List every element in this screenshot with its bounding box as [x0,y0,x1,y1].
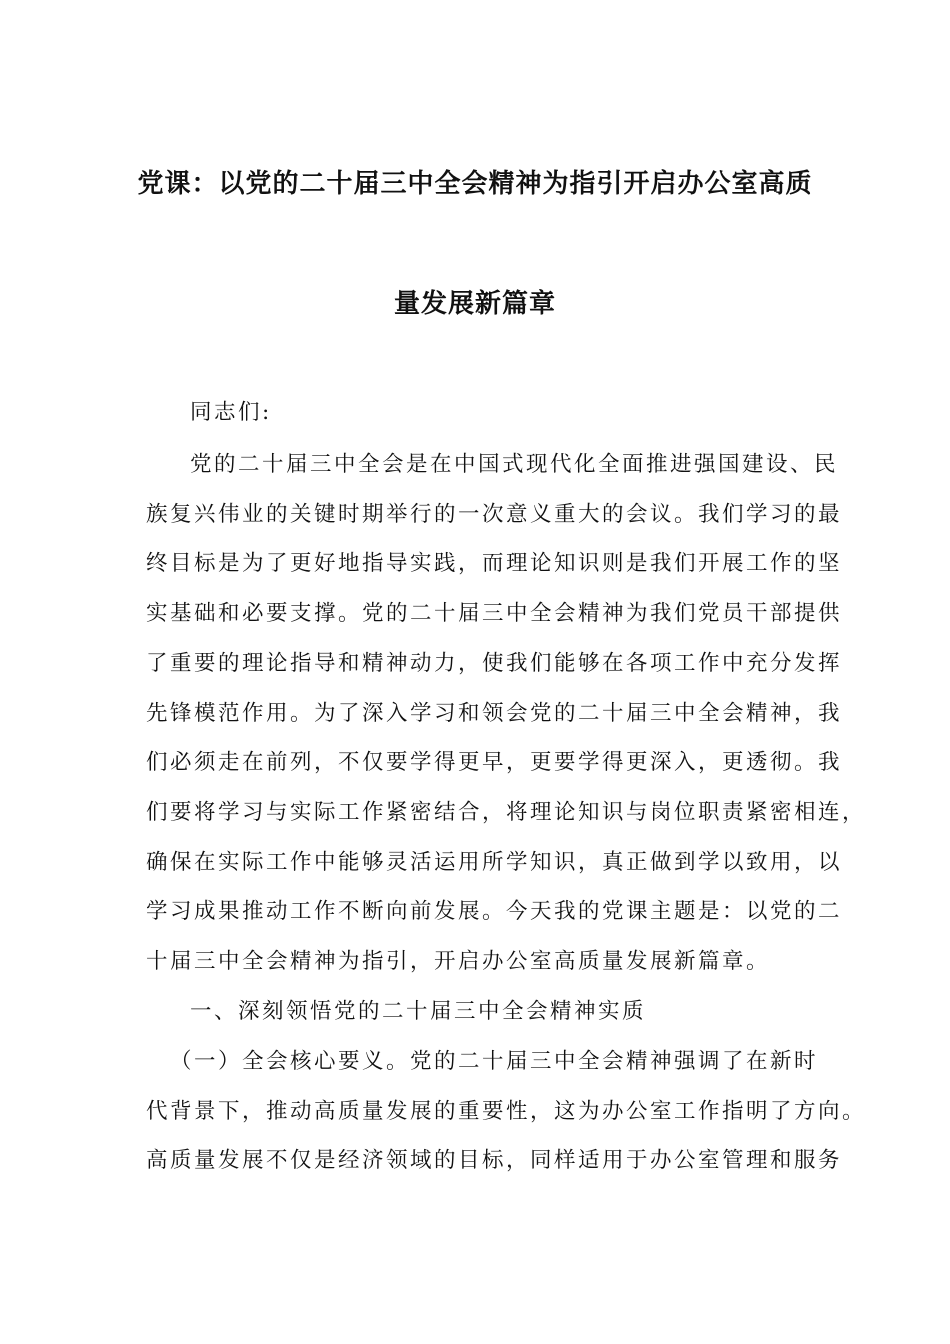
document-title-line-2: 量发展新篇章 [393,289,556,319]
paragraph-line: 确保在实际工作中能够灵活运用所学知识，真正做到学以致用，以 [146,850,843,875]
document-title-line-1: 党课：以党的二十届三中全会精神为指引开启办公室高质 [137,169,813,199]
salutation: 同志们: [190,400,272,425]
paragraph-line: 学习成果推动工作不断向前发展。今天我的党课主题是：以党的二 [146,899,843,924]
paragraph-line: 实基础和必要支撑。党的二十届三中全会精神为我们党员干部提供 [146,601,843,626]
paragraph-line: 代背景下，推动高质量发展的重要性，这为办公室工作指明了方向。 [146,1099,867,1124]
paragraph-line: 十届三中全会精神为指引，开启办公室高质量发展新篇章。 [146,949,771,974]
paragraph-line: 党的二十届三中全会是在中国式现代化全面推进强国建设、民 [190,452,839,477]
paragraph-line: 先锋模范作用。为了深入学习和领会党的二十届三中全会精神，我 [146,701,843,726]
section-heading: 一、深刻领悟党的二十届三中全会精神实质 [190,999,647,1024]
paragraph-line: 了重要的理论指导和精神动力，使我们能够在各项工作中充分发挥 [146,651,843,676]
paragraph-line: 族复兴伟业的关键时期举行的一次意义重大的会议。我们学习的最 [146,502,843,527]
paragraph-line: （一）全会核心要义。党的二十届三中全会精神强调了在新时 [170,1049,819,1074]
paragraph-line: 们必须走在前列，不仅要学得更早，更要学得更深入，更透彻。我 [146,750,843,775]
paragraph-line: 们要将学习与实际工作紧密结合，将理论知识与岗位职责紧密相连， [146,800,867,825]
paragraph-line: 高质量发展不仅是经济领域的目标，同样适用于办公室管理和服务 [146,1148,843,1173]
paragraph-line: 终目标是为了更好地指导实践，而理论知识则是我们开展工作的坚 [146,551,843,576]
